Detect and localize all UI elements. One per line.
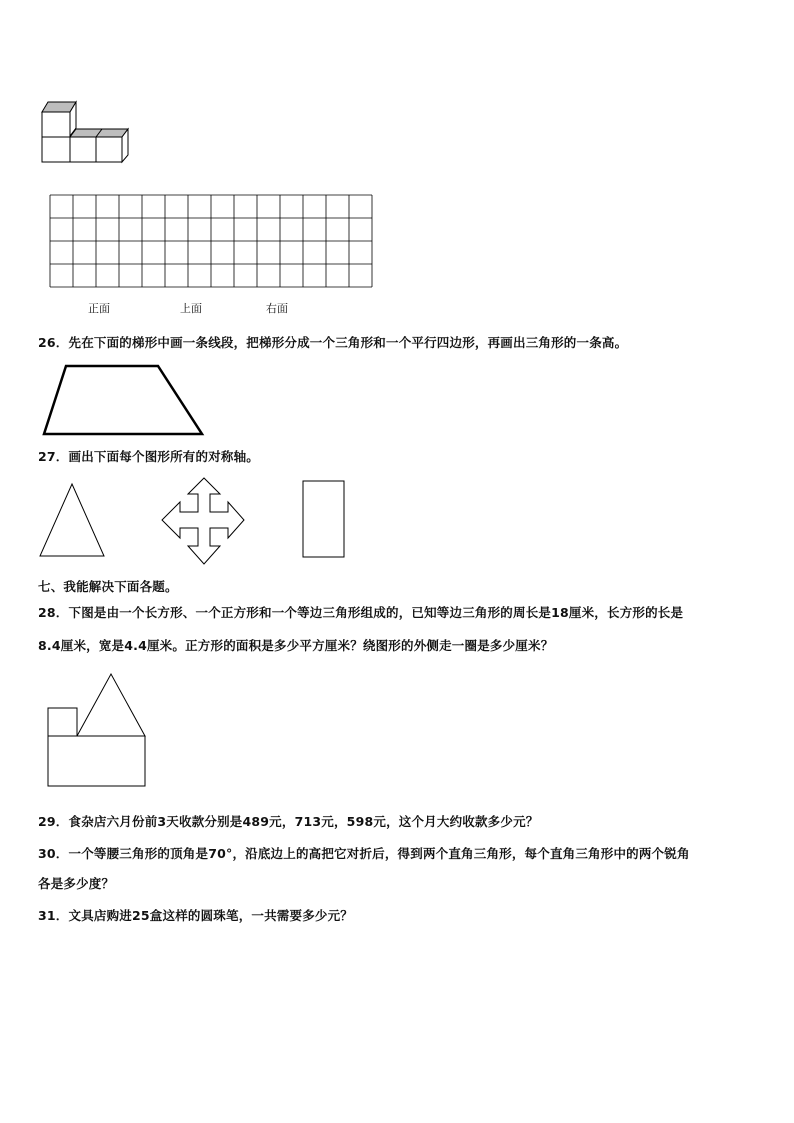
question-28-line2: 8.4厘米，宽是4.4厘米。正方形的面积是多少平方厘米？绕图形的外侧走一圈是多少厘米？ bbox=[38, 638, 554, 653]
question-30-line2: 各是多少度？ bbox=[38, 876, 115, 891]
question-30-line1: 30．一个等腰三角形的顶角是70°，沿底边上的高把它对折后，得到两个直角三角形，每个直角三角形中的两个锐角 bbox=[38, 846, 690, 861]
question-28-line1: 28．下图是由一个长方形、一个正方形和一个等边三角形组成的，已知等边三角形的周长是18厘米，长方形的长是 bbox=[38, 605, 684, 620]
cube-stack-figure bbox=[40, 100, 132, 165]
trapezoid-figure[interactable] bbox=[40, 362, 206, 438]
front-view-label: 正面 bbox=[88, 302, 110, 315]
triangle-figure[interactable] bbox=[38, 482, 108, 558]
composite-shape-figure[interactable] bbox=[46, 670, 150, 790]
section-7-heading: 七、我能解决下面各题。 bbox=[38, 579, 178, 594]
question-26: 26．先在下面的梯形中画一条线段，把梯形分成一个三角形和一个平行四边形，再画出三角形的一条高。 bbox=[38, 335, 628, 350]
question-31: 31．文具店购进25盒这样的圆珠笔，一共需要多少元？ bbox=[38, 908, 353, 923]
top-view-label: 上面 bbox=[180, 302, 202, 315]
four-arrow-figure[interactable] bbox=[160, 476, 248, 566]
right-view-label: 右面 bbox=[266, 302, 288, 315]
drawing-grid[interactable] bbox=[48, 193, 374, 288]
rectangle-figure[interactable] bbox=[302, 480, 346, 560]
question-29: 29．食杂店六月份前3天收款分别是489元，713元，598元，这个月大约收款多少元？ bbox=[38, 814, 539, 829]
question-27: 27．画出下面每个图形所有的对称轴。 bbox=[38, 449, 259, 464]
